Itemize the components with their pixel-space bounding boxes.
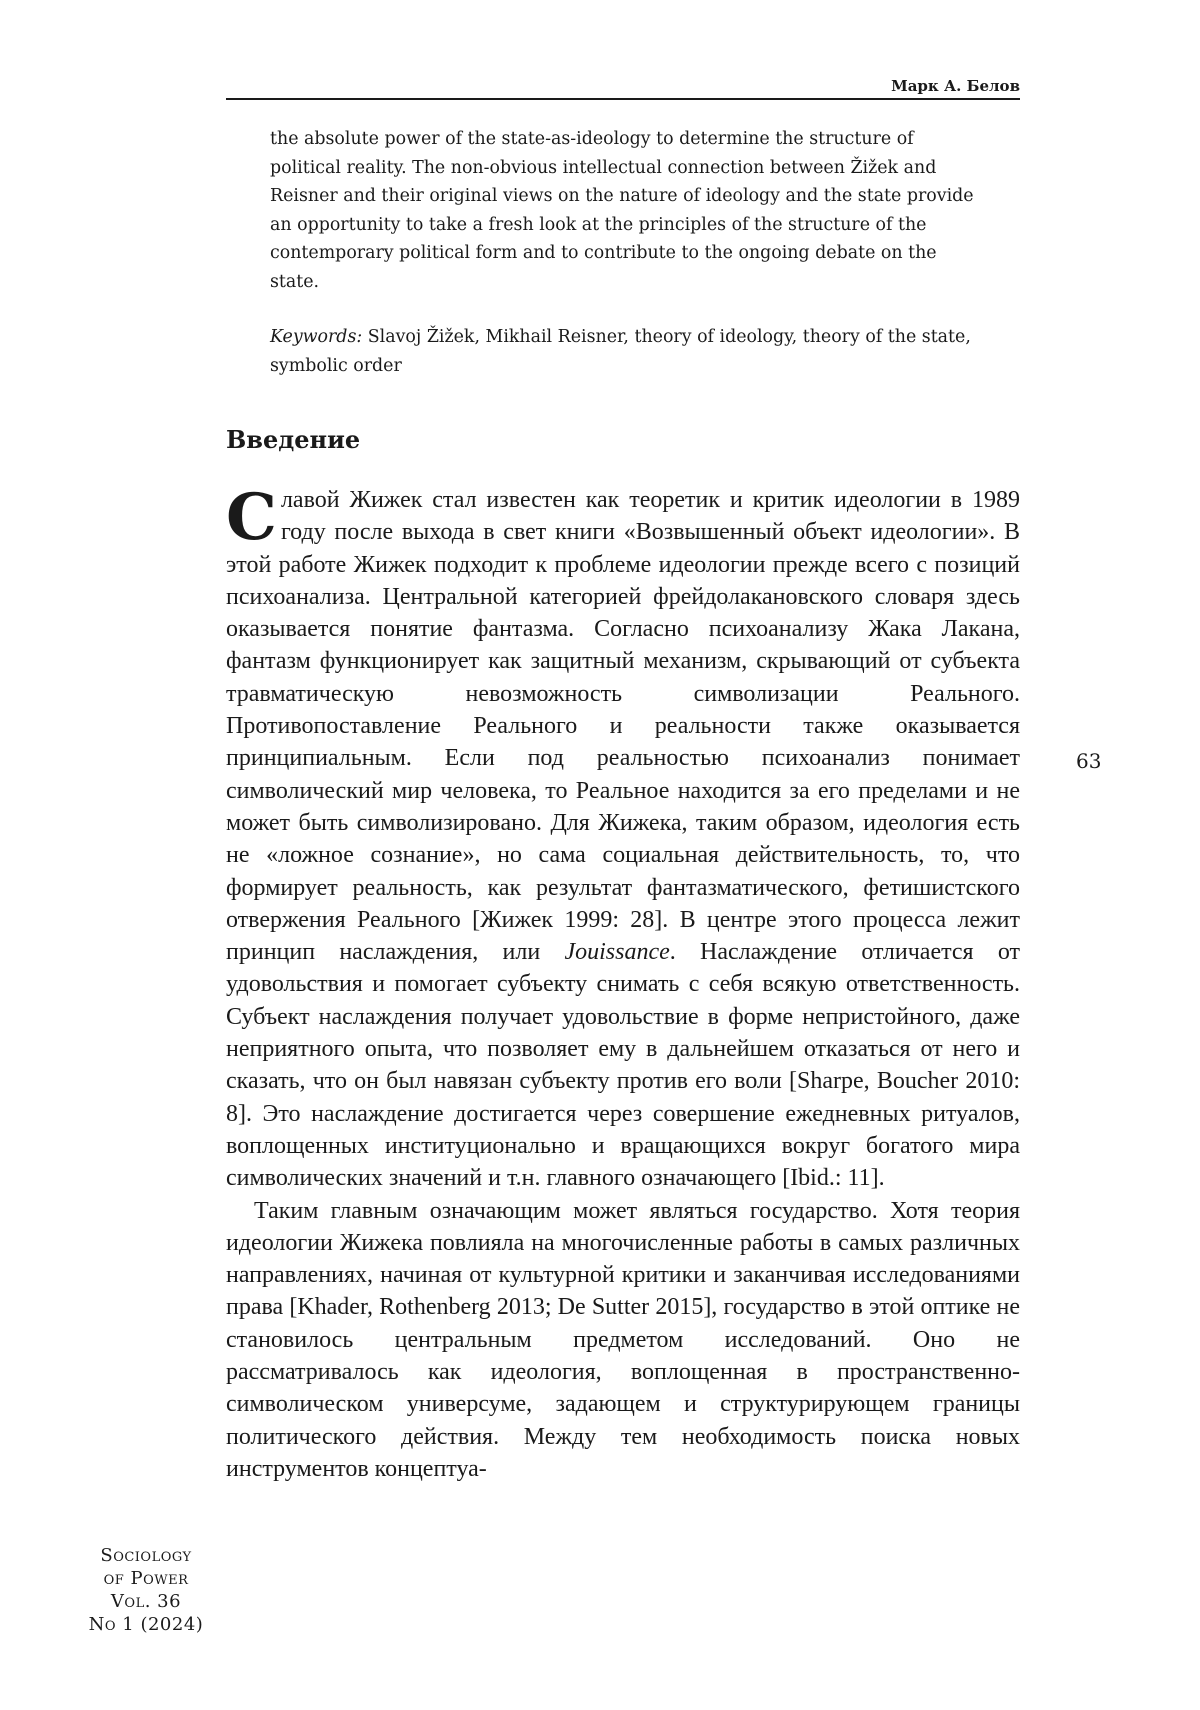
section-heading: Введение [226, 425, 361, 454]
body-paragraph-1-text: лавой Жижек стал известен как теоретик и критик идеологии в 1989 году после выхода в свет книги «Возвышенный объект идеологии». В этой работе Жижек подходит к проблеме идеологии прежде всего с позиций психоанализа. Центральной категорией фрейдолакановского словаря здесь оказывается понятие фантазма. Согласно психоанализу Жака Лакана, фантазм функционирует как защитный механизм, скрывающий от субъекта травматическую невозможность символизации Реального. Противопоставление Реального и реальности также оказывается принципиальным. Если под реальностью психоанализ понимает символический мир человека, то Реальное находится за его пределами и не может быть символизировано. Для Жижека, таким образом, идеология есть не «ложное сознание», но сама социальная действительность, то, что формирует реальность, как результат фантазматического, фетишистского отвержения Реального [Жижек 1999: 28]. В центре этого процесса лежит принцип наслаждения, или [226, 487, 1020, 966]
abstract-text: the absolute power of the state-as-ideology to determine the structure of political reality. The non-obvious intellectual connection between Žižek and Reisner and their original views on the nature of ideology and the state provide an opportunity to take a fresh look at the principles of the structure of the contemporary political form and to contribute to the ongoing debate on the state. [270, 129, 974, 292]
drop-cap: С [226, 480, 277, 555]
body-paragraph-2: Таким главным означающим может являться государство. Хотя теория идеологии Жижека повлияла на многочисленные работы в самых различных направлениях, начиная от культурной критики и заканчивая исследованиями права [Khader, Rothenberg 2013; De Sutter 2015], государство в этой оптике не становилось центральным предметом исследований. Оно не рассматривалось как идеология, воплощенная в пространственно-символическом универсуме, задающем и структурирующем границы политического действия. Между тем необходимость поиска новых инструментов концептуа- [226, 1197, 1020, 1482]
abstract [270, 125, 976, 296]
keywords-text: Slavoj Žižek, Mikhail Reisner, theory of ideology, theory of the state, symbolic order [270, 327, 971, 376]
body-paragraph-1-italic: Jouissance [564, 939, 670, 966]
journal-issue: No 1 (2024) [88, 1614, 204, 1635]
body-text [226, 480, 1020, 1485]
running-head-author: Марк А. Белов [891, 77, 1020, 95]
journal-name-line-2: of Power [103, 1568, 189, 1589]
running-head [226, 76, 1020, 100]
body-paragraph-1 [226, 480, 1020, 1195]
keywords-label: Keywords: [270, 327, 363, 347]
journal-info [82, 1544, 210, 1636]
body-paragraph-1-text-end: . Наслаждение отличается от удовольствия и помогает субъекту снимать с себя всякую ответственность. Субъект наслаждения получает удовольствие в форме непристойного, даже неприятного опыта, что позволяет ему в дальнейшем отказаться от него и сказать, что он был навязан субъекту против его воли [Sharpe, Boucher 2010: 8]. Это наслаждение достигается через совершение ежедневных ритуалов, воплощенных институционально и вращающихся вокруг богатого мира символических значений и т.н. главного означающего [Ibid.: 11]. [226, 939, 1020, 1192]
journal-volume: Vol. 36 [110, 1591, 182, 1612]
journal-name-line-1: Sociology [100, 1545, 192, 1566]
page-number: 63 [1076, 749, 1102, 773]
keywords [270, 323, 976, 380]
